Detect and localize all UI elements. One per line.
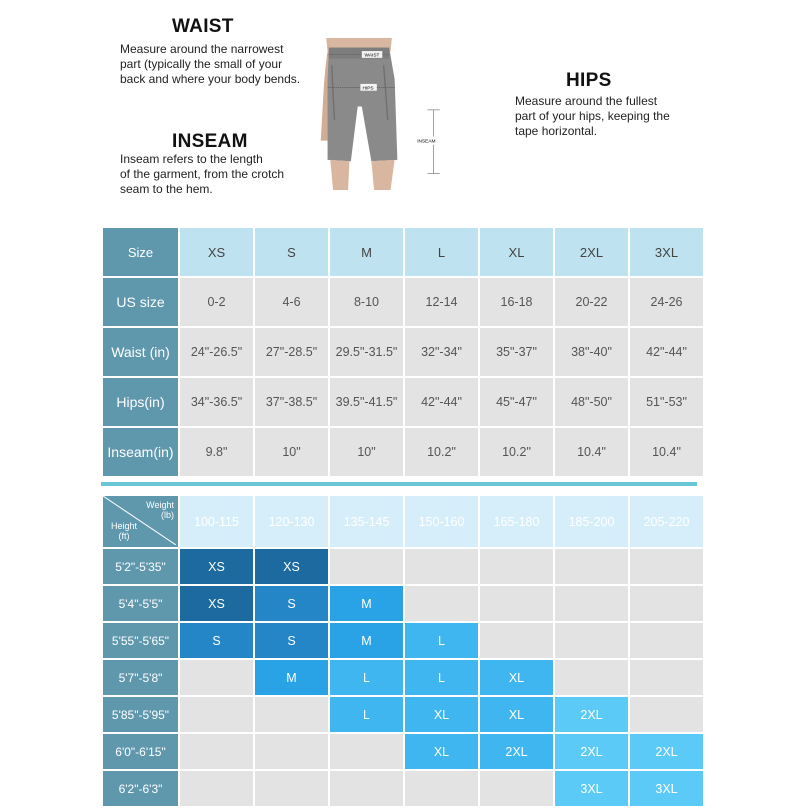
fit-size-cell	[180, 734, 253, 769]
fit-size-cell: 3XL	[630, 771, 703, 806]
inseam-description	[120, 152, 284, 197]
fit-size-cell	[630, 623, 703, 658]
size-table-cell: 2XL	[555, 228, 628, 276]
weight-header-cell: 120-130	[255, 496, 328, 547]
size-chart-table	[101, 226, 705, 478]
size-table-cell: 10.4"	[630, 428, 703, 476]
fit-size-cell	[330, 771, 403, 806]
weight-header-cell: 100-115	[180, 496, 253, 547]
fit-size-cell	[330, 549, 403, 584]
size-table-cell: 37"-38.5"	[255, 378, 328, 426]
fit-size-cell: XL	[480, 697, 553, 732]
fit-size-cell	[480, 771, 553, 806]
size-table-row	[103, 328, 703, 376]
fit-size-cell	[255, 697, 328, 732]
waist-description	[120, 42, 300, 87]
weight-header-cell: 165-180	[480, 496, 553, 547]
height-row-header: 5'85"-5'95"	[103, 697, 178, 732]
size-table-cell: S	[255, 228, 328, 276]
weight-header-row	[103, 496, 703, 547]
shorts-model-figure	[318, 4, 448, 224]
size-table-cell: 10.2"	[480, 428, 553, 476]
size-table-cell: 3XL	[630, 228, 703, 276]
size-table-cell: 32"-34"	[405, 328, 478, 376]
weight-header-cell: 150-160	[405, 496, 478, 547]
weight-header-cell: 185-200	[555, 496, 628, 547]
fit-size-cell	[405, 586, 478, 621]
fit-size-cell	[405, 771, 478, 806]
size-table-cell: 10.4"	[555, 428, 628, 476]
fit-size-cell	[480, 549, 553, 584]
fit-size-cell: 2XL	[480, 734, 553, 769]
size-table-cell: 45"-47"	[480, 378, 553, 426]
size-table-cell: XL	[480, 228, 553, 276]
height-weight-fit-table	[101, 494, 705, 808]
waist-desc-line: Measure around the narrowest	[120, 42, 284, 56]
fit-size-cell	[555, 586, 628, 621]
fit-size-cell	[480, 623, 553, 658]
fit-size-cell	[630, 697, 703, 732]
fit-size-cell: XS	[180, 549, 253, 584]
corner-height-label: Height (ft)	[110, 521, 137, 541]
size-table-cell: 24"-26.5"	[180, 328, 253, 376]
fit-size-cell	[255, 771, 328, 806]
fit-size-cell: M	[255, 660, 328, 695]
size-table-cell: 24-26	[630, 278, 703, 326]
size-table-cell: 9.8"	[180, 428, 253, 476]
size-table-cell: 48"-50"	[555, 378, 628, 426]
height-row-header: 5'4"-5'5"	[103, 586, 178, 621]
fit-size-cell	[630, 660, 703, 695]
hips-desc-line: tape horizontal.	[515, 124, 598, 138]
size-table-row-header: Inseam(in)	[103, 428, 178, 476]
waist-desc-line: part (typically the small of your	[120, 57, 283, 71]
fit-size-cell: L	[405, 660, 478, 695]
size-table-cell: 16-18	[480, 278, 553, 326]
fit-size-cell	[180, 771, 253, 806]
waist-desc-line: back and where your body bends.	[120, 72, 301, 86]
fit-table-row	[103, 660, 703, 695]
fit-size-cell: 2XL	[630, 734, 703, 769]
fit-size-cell: XL	[405, 734, 478, 769]
fit-size-cell: XS	[180, 586, 253, 621]
size-table-row-header: Waist (in)	[103, 328, 178, 376]
size-table-cell: 20-22	[555, 278, 628, 326]
size-table-cell: 38"-40"	[555, 328, 628, 376]
fit-size-cell: S	[180, 623, 253, 658]
fit-size-cell: XL	[405, 697, 478, 732]
hips-desc-line: Measure around the fullest	[515, 94, 658, 108]
fit-size-cell: M	[330, 586, 403, 621]
fit-size-cell	[555, 660, 628, 695]
fit-size-cell	[630, 586, 703, 621]
section-divider	[101, 482, 697, 486]
fit-size-cell	[255, 734, 328, 769]
hips-desc-line: part of your hips, keeping the	[515, 109, 670, 123]
size-table-cell: 12-14	[405, 278, 478, 326]
size-table-row-header: Hips(in)	[103, 378, 178, 426]
size-table-cell: 51"-53"	[630, 378, 703, 426]
height-row-header: 6'2"-6'3"	[103, 771, 178, 806]
size-table-cell: 39.5"-41.5"	[330, 378, 403, 426]
size-table-row	[103, 378, 703, 426]
height-row-header: 5'55"-5'65"	[103, 623, 178, 658]
fit-table-row	[103, 549, 703, 584]
size-table-row-header: Size	[103, 228, 178, 276]
fit-size-cell: 2XL	[555, 697, 628, 732]
fit-size-cell: L	[330, 660, 403, 695]
size-table-row	[103, 278, 703, 326]
fit-table-row	[103, 771, 703, 806]
fit-size-cell	[555, 623, 628, 658]
figure-inseam-label: INSEAM	[417, 139, 436, 145]
size-table-cell: 10"	[330, 428, 403, 476]
size-table-row-header: US size	[103, 278, 178, 326]
fit-size-cell	[180, 660, 253, 695]
size-table-cell: 8-10	[330, 278, 403, 326]
size-table-cell: 10"	[255, 428, 328, 476]
corner-weight-label: Weight (lb)	[146, 500, 174, 520]
fit-size-cell	[330, 734, 403, 769]
hips-description	[515, 94, 670, 139]
fit-size-cell: XS	[255, 549, 328, 584]
height-row-header: 5'7"-5'8"	[103, 660, 178, 695]
size-table-cell: 35"-37"	[480, 328, 553, 376]
fit-table-row	[103, 586, 703, 621]
fit-size-cell: L	[330, 697, 403, 732]
fit-size-cell: S	[255, 586, 328, 621]
size-table-cell: 42"-44"	[405, 378, 478, 426]
inseam-title: INSEAM	[172, 131, 248, 152]
figure-hips-label: HIPS	[362, 86, 374, 92]
inseam-desc-line: of the garment, from the crotch	[120, 167, 285, 181]
size-table-cell: M	[330, 228, 403, 276]
size-table-cell: 10.2"	[405, 428, 478, 476]
height-weight-corner	[103, 496, 178, 547]
inseam-desc-line: seam to the hem.	[120, 182, 213, 196]
size-table-cell: 27"-28.5"	[255, 328, 328, 376]
height-row-header: 5'2"-5'35"	[103, 549, 178, 584]
size-table-cell: 42"-44"	[630, 328, 703, 376]
waist-title: WAIST	[172, 16, 234, 37]
size-table-cell: 4-6	[255, 278, 328, 326]
fit-size-cell: S	[255, 623, 328, 658]
fit-size-cell	[555, 549, 628, 584]
fit-size-cell	[630, 549, 703, 584]
height-row-header: 6'0"-6'15"	[103, 734, 178, 769]
weight-header-cell: 135-145	[330, 496, 403, 547]
fit-size-cell: 2XL	[555, 734, 628, 769]
fit-size-cell: M	[330, 623, 403, 658]
fit-size-cell: L	[405, 623, 478, 658]
size-table-row	[103, 228, 703, 276]
fit-size-cell	[480, 586, 553, 621]
fit-table-row	[103, 623, 703, 658]
weight-header-cell: 205-220	[630, 496, 703, 547]
hips-title: HIPS	[566, 70, 612, 91]
size-table-cell: 29.5"-31.5"	[330, 328, 403, 376]
fit-table-row	[103, 697, 703, 732]
fit-table-row	[103, 734, 703, 769]
fit-size-cell	[405, 549, 478, 584]
size-table-cell: L	[405, 228, 478, 276]
fit-size-cell: 3XL	[555, 771, 628, 806]
size-table-cell: XS	[180, 228, 253, 276]
inseam-desc-line: Inseam refers to the length	[120, 152, 263, 166]
size-table-cell: 0-2	[180, 278, 253, 326]
fit-size-cell: XL	[480, 660, 553, 695]
size-table-cell: 34"-36.5"	[180, 378, 253, 426]
fit-size-cell	[180, 697, 253, 732]
figure-waist-label: WAIST	[364, 53, 380, 59]
size-table-row	[103, 428, 703, 476]
